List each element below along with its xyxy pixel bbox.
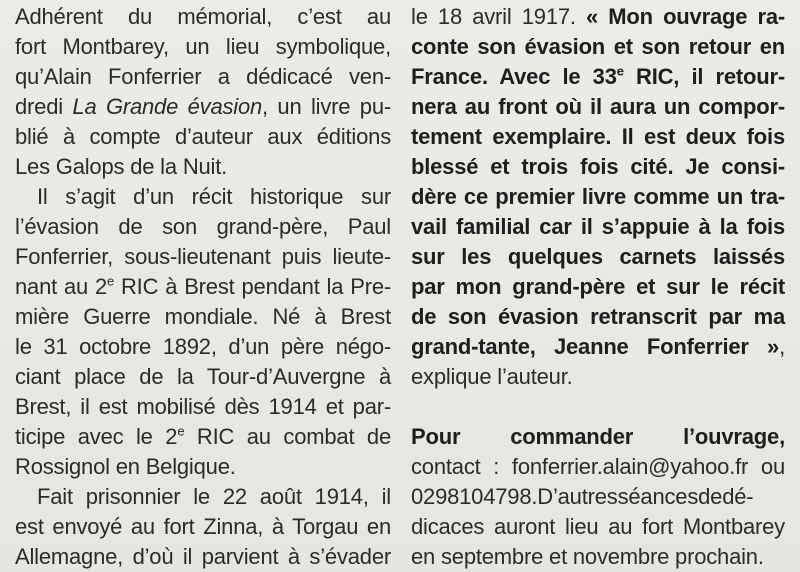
text-line: contact : fonferrier.alain@yahoo.fr ou bbox=[411, 454, 785, 479]
text-line: mière Guerre mondiale. Né à Brest bbox=[15, 304, 391, 329]
quote-line: conte son évasion et son retour en bbox=[411, 34, 785, 59]
quote-run: France. Avec le 33 bbox=[411, 64, 617, 89]
text-line: Brest, il est mobilisé dès 1914 et par- bbox=[15, 394, 391, 419]
right-column bbox=[411, 2, 785, 572]
text-line bbox=[15, 272, 391, 302]
text-line bbox=[411, 2, 785, 32]
paragraph-gap bbox=[411, 392, 785, 422]
quote-run: grand-tante, Jeanne Fonferrier » bbox=[411, 334, 780, 359]
quote-line: sur les quelques carnets laissés bbox=[411, 244, 785, 269]
text-run: RIC à Brest pendant la Pre- bbox=[114, 274, 391, 299]
text-line: Fonferrier, sous-lieutenant puis lieute- bbox=[15, 244, 391, 269]
text-line: Rossignol en Belgique. bbox=[15, 454, 236, 479]
quote-line bbox=[411, 62, 785, 92]
text-line: qu’Alain Fonferrier a dédicacé ven- bbox=[15, 64, 391, 89]
text-run: le 18 avril 1917. bbox=[411, 4, 587, 29]
superscript: e bbox=[107, 273, 115, 289]
text-line bbox=[15, 92, 391, 122]
text-run: dredi bbox=[15, 94, 73, 119]
left-column bbox=[15, 2, 391, 572]
text-line: en septembre et novembre prochain. bbox=[411, 544, 764, 569]
text-run: , un livre pu- bbox=[262, 94, 391, 119]
text-run: ticipe avec le 2 bbox=[15, 424, 178, 449]
book-title: La Grande évasion bbox=[72, 94, 263, 119]
text-line: Allemagne, d’où il parvient à s’évader bbox=[15, 544, 391, 569]
quote-line: tement exemplaire. Il est deux fois bbox=[411, 124, 785, 149]
quote-line: nera au front où il aura un compor- bbox=[411, 94, 785, 119]
text-run: , bbox=[779, 334, 785, 359]
text-line: Les Galops de la Nuit. bbox=[15, 154, 228, 179]
quote-line bbox=[411, 332, 785, 362]
quote-run: « Mon ouvrage ra- bbox=[586, 4, 785, 29]
superscript: e bbox=[177, 423, 185, 439]
text-line: est envoyé au fort Zinna, à Torgau en bbox=[15, 514, 391, 539]
text-line: le 31 octobre 1892, d’un père négo- bbox=[15, 334, 391, 359]
quote-line: blessé et trois fois cité. Je consi- bbox=[411, 154, 785, 179]
order-heading: Pour commander l’ouvrage, bbox=[411, 424, 785, 449]
text-line: Adhérent du mémorial, c’est au bbox=[15, 4, 391, 29]
text-run: RIC au combat de bbox=[184, 424, 392, 449]
text-line: blié à compte d’auteur aux éditions bbox=[15, 124, 391, 149]
text-line bbox=[15, 422, 391, 452]
text-line: ciant place de la Tour-d’Auvergne à bbox=[15, 364, 391, 389]
text-line: Il s’agit d’un récit historique sur bbox=[37, 184, 391, 209]
text-line: l’évasion de son grand-père, Paul bbox=[15, 214, 391, 239]
superscript: e bbox=[616, 63, 624, 79]
quote-line: par mon grand-père et sur le récit bbox=[411, 274, 785, 299]
text-line: fort Montbarey, un lieu symbolique, bbox=[15, 34, 391, 59]
text-line: Fait prisonnier le 22 août 1914, il bbox=[37, 484, 391, 509]
text-line: 0298104798.D’autresséancesdedé- bbox=[411, 484, 754, 509]
quote-line: dère ce premier livre comme un tra- bbox=[411, 184, 785, 209]
text-line: explique l’auteur. bbox=[411, 364, 573, 389]
quote-run: RIC, il retour- bbox=[623, 64, 785, 89]
text-line: dicaces auront lieu au fort Montbarey bbox=[411, 514, 785, 539]
quote-line: vail familial car il s’appuie à la fois bbox=[411, 214, 785, 239]
text-run: nant au 2 bbox=[15, 274, 108, 299]
quote-line: de son évasion retranscrit par ma bbox=[411, 304, 785, 329]
